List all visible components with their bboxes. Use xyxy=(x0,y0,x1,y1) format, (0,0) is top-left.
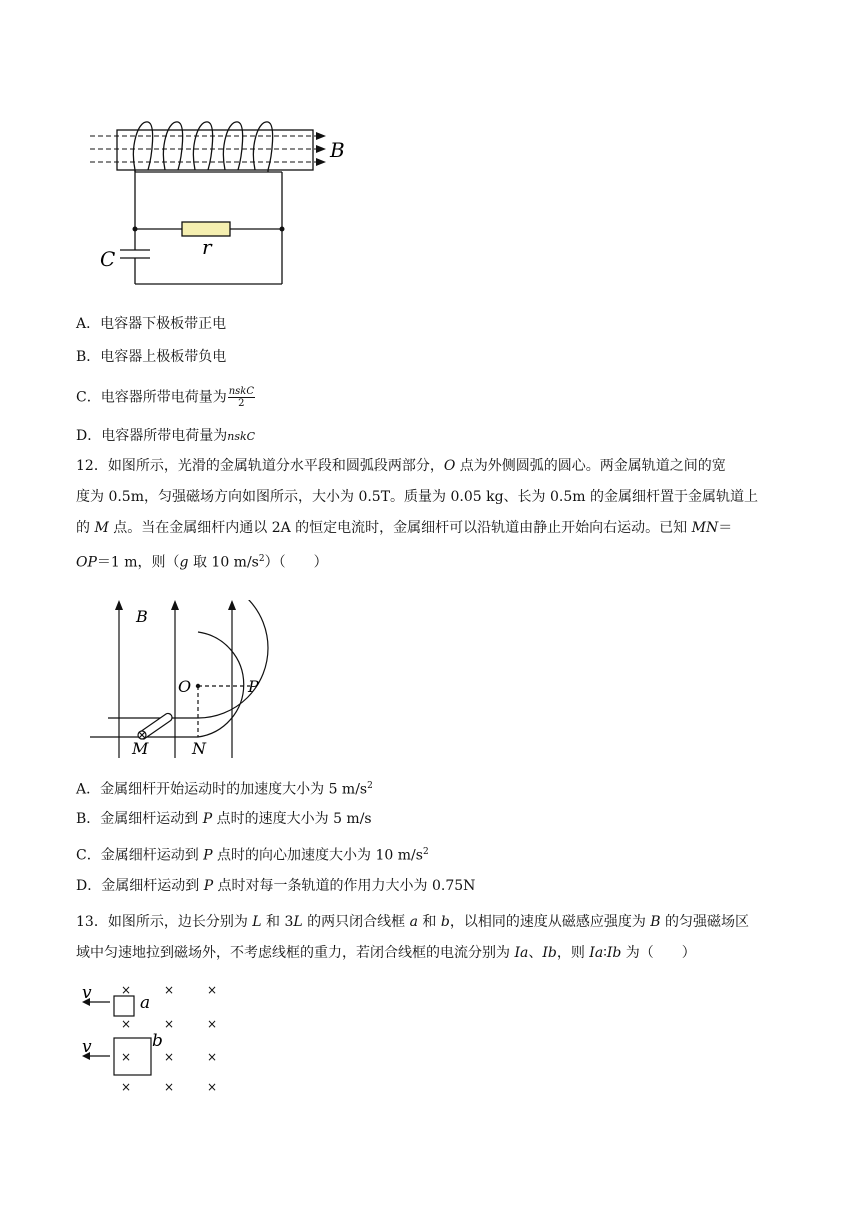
field-cross: × xyxy=(207,983,218,997)
field-cross: × xyxy=(121,983,132,997)
solenoid-circuit-figure xyxy=(80,116,360,292)
field-cross: × xyxy=(207,1050,218,1064)
q12-stem: 12．如图所示，光滑的金属轨道分水平段和圆弧段两部分，O 点为外侧圆弧的圆心。两金属轨道之间的宽 度为 0.5m，匀强磁场方向如图所示，大小为 0.5T。质量为 0.05 kg、长为 0.5m 的金属细杆置于金属轨道上 的 M 点。当在金属细杆内通以 2A 的恒定电流时，金属细杆可以沿轨道由静止开始向右运动。已知 MN＝ OP＝1 m，则（g 取 10 $m/s^2$）（ ） xyxy=(76,458,758,571)
field-cross: × xyxy=(121,1050,132,1064)
point-label-O: O xyxy=(178,677,192,696)
velocity-label-1: v xyxy=(82,983,92,1003)
q11-option-d: D．电容器所带电荷量为nskC xyxy=(76,428,256,444)
q12-option-a: A．金属细杆开始运动时的加速度大小为 5 $m/s^2$ xyxy=(76,781,373,798)
field-cross: × xyxy=(164,983,175,997)
field-cross: × xyxy=(121,1080,132,1094)
capacitor-label-C: C xyxy=(100,247,116,271)
q11-option-b: B．电容器上极板带负电 xyxy=(76,349,227,365)
q12-option-b: B．金属细杆运动到 P 点时的速度大小为 5 m/s xyxy=(76,811,372,827)
field-cross: × xyxy=(207,1017,218,1031)
field-cross: × xyxy=(207,1080,218,1094)
resistor-label-r: r xyxy=(202,235,212,259)
point-label-M: M xyxy=(132,739,149,758)
field-label-B: B xyxy=(330,138,345,162)
point-label-P: P xyxy=(248,677,259,696)
fraction: $\frac{\text{nskC}}{2}$ xyxy=(228,386,255,409)
q12-option-c: C．金属细杆运动到 P 点时的向心加速度大小为 10 $m/s^2$ xyxy=(76,847,429,864)
rail-arc-figure xyxy=(86,600,286,760)
loop-label-a: a xyxy=(140,993,151,1013)
q11-option-a: A．电容器下极板带正电 xyxy=(76,316,227,332)
field-label-B: B xyxy=(136,607,148,626)
point-label-N: N xyxy=(192,739,206,758)
field-cross: × xyxy=(164,1080,175,1094)
field-cross: × xyxy=(164,1017,175,1031)
q12-option-d: D．金属细杆运动到 P 点时对每一条轨道的作用力大小为 0.75N xyxy=(76,878,476,894)
loop-label-b: b xyxy=(152,1031,163,1051)
field-cross: × xyxy=(121,1017,132,1031)
velocity-label-2: v xyxy=(82,1037,92,1057)
q13-stem: 13．如图所示，边长分别为 L 和 3L 的两只闭合线框 a 和 b，以相同的速度从磁感应强度为 B 的匀强磁场区 域中匀速地拉到磁场外，不考虑线框的重力，若闭合线框的电流分别为 Ia、Ib，则 Ia∶Ib 为（ ） xyxy=(76,914,750,961)
loops-in-field-figure xyxy=(76,976,246,1096)
field-cross: × xyxy=(164,1050,175,1064)
q11-option-c: C．电容器所带电荷量为 $\frac{\text{nskC}}{2}$ xyxy=(76,386,255,409)
